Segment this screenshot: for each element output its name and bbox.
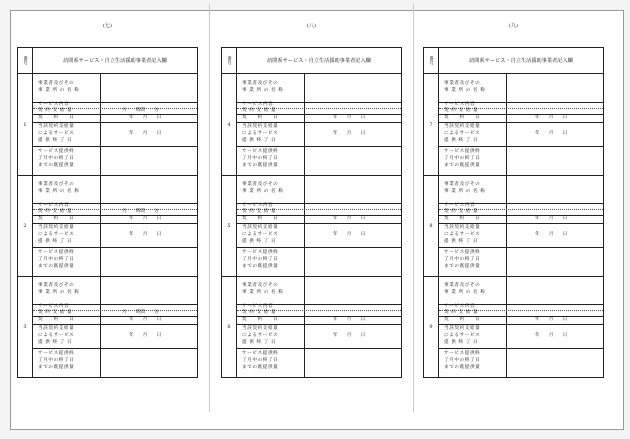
table-header (222, 48, 401, 74)
service-content-label: サービス内容 (242, 102, 274, 107)
end-date-label: 提 供 終 了 日 (242, 239, 277, 244)
used-amount-label: サービス提供終 (242, 351, 279, 356)
service-content-label: サービス内容 (444, 304, 476, 309)
record-number: 8 (424, 175, 439, 276)
contract-date-label: 契 約 日 (444, 115, 481, 120)
used-amount-label: サービス提供終 (38, 250, 75, 255)
contract-date-value[interactable]: 年 月 日 (535, 317, 568, 322)
contract-date-value[interactable]: 年 月 日 (333, 216, 366, 221)
row-rule (237, 247, 401, 248)
used-amount-label: までの既提供量 (444, 264, 481, 269)
row-rule (439, 348, 603, 349)
contract-date-value[interactable]: 年 月 日 (535, 115, 568, 120)
contract-date-label: 契 約 日 (444, 317, 481, 322)
contract-amount-label: 契 約 支 給 量 (242, 310, 277, 315)
contract-amount-value[interactable]: 月 時間 分 (122, 209, 159, 214)
row-rule (439, 247, 603, 248)
contract-date-label: 契 約 日 (38, 115, 75, 120)
end-date-label: によるサービス (444, 232, 481, 237)
end-date-label: 当該契約支給量 (444, 326, 481, 331)
end-date-value[interactable]: 年 月 日 (535, 232, 568, 237)
used-amount-label: までの既提供量 (38, 365, 75, 370)
end-date-value[interactable]: 年 月 日 (129, 333, 162, 338)
contract-amount-label: 契 約 支 給 量 (444, 310, 479, 315)
end-date-value[interactable]: 年 月 日 (333, 333, 366, 338)
contract-date-label: 契 約 日 (38, 216, 75, 221)
used-amount-label: 了月中の終了日 (38, 358, 75, 363)
entry-table (221, 47, 402, 378)
provider-name-label: 事 業 所 の 名 称 (38, 88, 80, 93)
used-amount-label: までの既提供量 (242, 163, 279, 168)
service-content-label: サービス内容 (444, 102, 476, 107)
provider-name-label: 事業者及びその (242, 283, 279, 288)
used-amount-label: までの既提供量 (38, 163, 75, 168)
row-rule (237, 324, 401, 325)
label-column-divider (506, 74, 507, 175)
record-row (18, 175, 197, 277)
record-row (424, 175, 603, 277)
contract-date-label: 契 約 日 (242, 317, 279, 322)
row-rule (237, 223, 401, 224)
row-rule (237, 122, 401, 123)
end-date-label: 当該契約支給量 (242, 124, 279, 129)
used-amount-label: 了月中の終了日 (242, 257, 279, 262)
end-date-label: によるサービス (38, 131, 75, 136)
row-rule (33, 122, 197, 123)
contract-date-value[interactable]: 年 月 日 (129, 216, 162, 221)
used-amount-label: までの既提供量 (38, 264, 75, 269)
service-content-label: サービス内容 (38, 203, 70, 208)
contract-amount-label: 契 約 支 給 量 (38, 108, 73, 113)
contract-amount-value[interactable]: 月 時間 分 (122, 310, 159, 315)
header-title: 訪問系サービス・自立生活援助事業者記入欄 (63, 58, 167, 64)
end-date-label: によるサービス (242, 131, 279, 136)
row-rule (237, 146, 401, 147)
provider-name-label: 事 業 所 の 名 称 (444, 290, 486, 295)
row-rule (237, 348, 401, 349)
table-header (424, 48, 603, 74)
entry-table (423, 47, 604, 378)
used-amount-label: サービス提供終 (444, 351, 481, 356)
end-date-label: 提 供 終 了 日 (242, 138, 277, 143)
record-row (18, 74, 197, 176)
contract-amount-label: 契 約 支 給 量 (38, 310, 73, 315)
used-amount-label: 了月中の終了日 (242, 358, 279, 363)
label-column-divider (304, 175, 305, 276)
contract-amount-label: 契 約 支 給 量 (242, 108, 277, 113)
end-date-value[interactable]: 年 月 日 (333, 131, 366, 136)
end-date-label: 提 供 終 了 日 (444, 138, 479, 143)
end-date-label: によるサービス (444, 131, 481, 136)
contract-amount-label: 契 約 支 給 量 (242, 209, 277, 214)
provider-name-label: 事業者及びその (38, 81, 75, 86)
used-amount-label: 了月中の終了日 (444, 257, 481, 262)
service-content-label: サービス内容 (242, 203, 274, 208)
used-amount-label: サービス提供終 (38, 149, 75, 154)
end-date-label: によるサービス (242, 232, 279, 237)
table-header (18, 48, 197, 74)
contract-amount-label: 契 約 支 給 量 (38, 209, 73, 214)
entry-table (17, 47, 198, 378)
contract-date-value[interactable]: 年 月 日 (129, 317, 162, 322)
end-date-value[interactable]: 年 月 日 (535, 333, 568, 338)
used-amount-label: サービス提供終 (38, 351, 75, 356)
used-amount-label: 了月中の終了日 (444, 358, 481, 363)
record-row (222, 175, 401, 277)
row-rule (439, 324, 603, 325)
contract-date-value[interactable]: 年 月 日 (129, 115, 162, 120)
provider-name-label: 事業者及びその (242, 182, 279, 187)
header-number-label: 番号 (222, 48, 237, 73)
row-rule (33, 146, 197, 147)
used-amount-label: 了月中の終了日 (38, 156, 75, 161)
provider-name-label: 事 業 所 の 名 称 (38, 189, 80, 194)
row-rule (33, 247, 197, 248)
label-column-divider (100, 276, 101, 378)
panel-page-number: (九) (509, 23, 518, 29)
record-number: 1 (18, 74, 33, 175)
record-row (424, 74, 603, 176)
end-date-value[interactable]: 年 月 日 (535, 131, 568, 136)
service-content-label: サービス内容 (38, 304, 70, 309)
end-date-value[interactable]: 年 月 日 (129, 131, 162, 136)
page-panel (221, 0, 402, 439)
record-number: 4 (222, 74, 237, 175)
page-panel (17, 0, 198, 439)
contract-amount-value[interactable]: 月 時間 分 (122, 108, 159, 113)
panel-divider (209, 4, 210, 412)
row-rule (33, 223, 197, 224)
record-number: 6 (222, 276, 237, 378)
end-date-label: によるサービス (444, 333, 481, 338)
record-number: 5 (222, 175, 237, 276)
end-date-label: 提 供 終 了 日 (38, 138, 73, 143)
provider-name-label: 事 業 所 の 名 称 (242, 189, 284, 194)
end-date-label: 提 供 終 了 日 (242, 340, 277, 345)
end-date-label: 当該契約支給量 (38, 326, 75, 331)
used-amount-label: までの既提供量 (444, 365, 481, 370)
used-amount-label: 了月中の終了日 (242, 156, 279, 161)
end-date-label: 当該契約支給量 (444, 124, 481, 129)
contract-date-label: 契 約 日 (444, 216, 481, 221)
record-number: 2 (18, 175, 33, 276)
record-row (18, 276, 197, 378)
record-row (222, 74, 401, 176)
provider-name-label: 事業者及びその (38, 182, 75, 187)
header-title: 訪問系サービス・自立生活援助事業者記入欄 (267, 58, 371, 64)
panel-page-number: (八) (307, 23, 316, 29)
provider-name-label: 事 業 所 の 名 称 (242, 290, 284, 295)
contract-date-value[interactable]: 年 月 日 (535, 216, 568, 221)
header-title: 訪問系サービス・自立生活援助事業者記入欄 (469, 58, 573, 64)
record-number: 3 (18, 276, 33, 378)
used-amount-label: サービス提供終 (242, 149, 279, 154)
provider-name-label: 事業者及びその (444, 283, 481, 288)
end-date-label: 提 供 終 了 日 (38, 239, 73, 244)
end-date-label: 当該契約支給量 (242, 225, 279, 230)
service-content-label: サービス内容 (242, 304, 274, 309)
label-column-divider (506, 276, 507, 378)
label-column-divider (100, 175, 101, 276)
record-number: 7 (424, 74, 439, 175)
contract-date-label: 契 約 日 (38, 317, 75, 322)
end-date-value[interactable]: 年 月 日 (129, 232, 162, 237)
provider-name-label: 事業者及びその (444, 182, 481, 187)
label-column-divider (304, 74, 305, 175)
used-amount-label: までの既提供量 (242, 365, 279, 370)
row-rule (439, 122, 603, 123)
service-content-label: サービス内容 (444, 203, 476, 208)
provider-name-label: 事業者及びその (38, 283, 75, 288)
end-date-label: によるサービス (38, 232, 75, 237)
contract-amount-label: 契 約 支 給 量 (444, 108, 479, 113)
label-column-divider (100, 74, 101, 175)
service-content-label: サービス内容 (38, 102, 70, 107)
label-column-divider (506, 175, 507, 276)
record-row (222, 276, 401, 378)
used-amount-label: サービス提供終 (444, 149, 481, 154)
provider-name-label: 事 業 所 の 名 称 (444, 189, 486, 194)
record-number: 9 (424, 276, 439, 378)
provider-name-label: 事業者及びその (444, 81, 481, 86)
row-rule (33, 348, 197, 349)
page-panel (423, 0, 604, 439)
end-date-label: 当該契約支給量 (242, 326, 279, 331)
panel-divider (413, 4, 414, 412)
contract-date-label: 契 約 日 (242, 115, 279, 120)
end-date-label: 提 供 終 了 日 (38, 340, 73, 345)
end-date-label: 当該契約支給量 (38, 124, 75, 129)
row-rule (439, 223, 603, 224)
used-amount-label: サービス提供終 (444, 250, 481, 255)
used-amount-label: までの既提供量 (444, 163, 481, 168)
end-date-label: 提 供 終 了 日 (444, 340, 479, 345)
header-number-label: 番号 (424, 48, 439, 73)
panel-page-number: (七) (103, 23, 112, 29)
contract-amount-label: 契 約 支 給 量 (444, 209, 479, 214)
contract-date-value[interactable]: 年 月 日 (333, 115, 366, 120)
used-amount-label: 了月中の終了日 (444, 156, 481, 161)
end-date-label: によるサービス (242, 333, 279, 338)
contract-date-label: 契 約 日 (242, 216, 279, 221)
end-date-value[interactable]: 年 月 日 (333, 232, 366, 237)
provider-name-label: 事 業 所 の 名 称 (38, 290, 80, 295)
row-rule (439, 146, 603, 147)
end-date-label: 当該契約支給量 (444, 225, 481, 230)
end-date-label: によるサービス (38, 333, 75, 338)
provider-name-label: 事 業 所 の 名 称 (242, 88, 284, 93)
header-number-label: 番号 (18, 48, 33, 73)
provider-name-label: 事業者及びその (242, 81, 279, 86)
row-rule (33, 324, 197, 325)
used-amount-label: 了月中の終了日 (38, 257, 75, 262)
contract-date-value[interactable]: 年 月 日 (333, 317, 366, 322)
end-date-label: 当該契約支給量 (38, 225, 75, 230)
provider-name-label: 事 業 所 の 名 称 (444, 88, 486, 93)
used-amount-label: サービス提供終 (242, 250, 279, 255)
end-date-label: 提 供 終 了 日 (444, 239, 479, 244)
used-amount-label: までの既提供量 (242, 264, 279, 269)
record-row (424, 276, 603, 378)
label-column-divider (304, 276, 305, 378)
